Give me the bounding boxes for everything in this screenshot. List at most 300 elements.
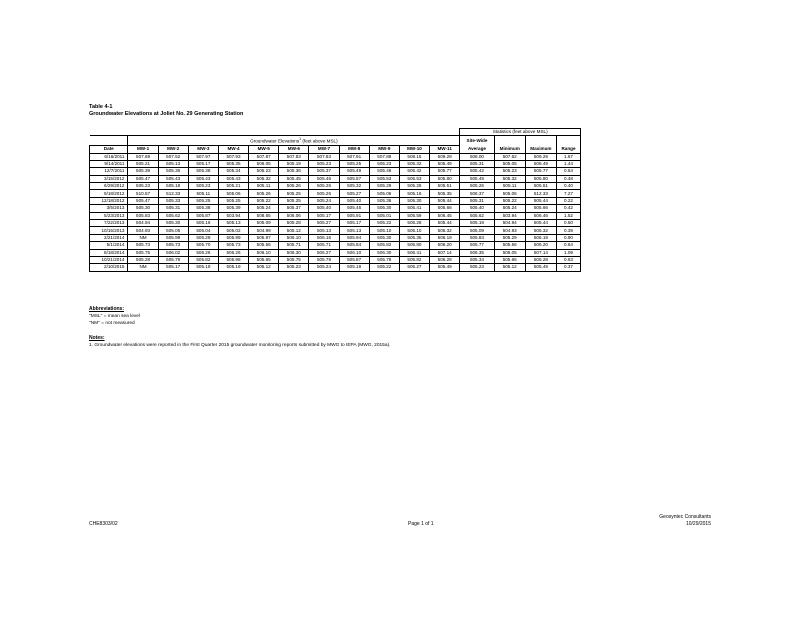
value-cell: 505.47	[128, 175, 158, 182]
value-cell: 505.75	[279, 256, 309, 263]
value-cell: 505.22	[369, 220, 399, 227]
value-cell: 506.05	[249, 160, 279, 167]
value-cell: 505.11	[188, 190, 218, 197]
value-cell: 505.30	[158, 220, 188, 227]
value-cell: 505.30	[399, 197, 429, 204]
value-cell: 0.63	[557, 256, 581, 263]
value-cell: 505.87	[188, 212, 218, 219]
value-cell: 506.26	[218, 249, 248, 256]
value-cell: 7.27	[557, 190, 581, 197]
value-cell: 505.09	[249, 220, 279, 227]
value-cell: 505.12	[279, 227, 309, 234]
value-cell: 505.17	[158, 264, 188, 271]
value-cell: 505.39	[128, 168, 158, 175]
value-cell: 505.24	[494, 205, 525, 212]
value-cell: 506.37	[460, 190, 494, 197]
value-cell: 505.36	[158, 168, 188, 175]
value-cell: 1.52	[557, 212, 581, 219]
table-number: Table 4-1	[89, 104, 113, 110]
date-cell: 10/21/2014	[90, 256, 128, 263]
value-cell: 507.14	[430, 249, 460, 256]
value-cell: 505.42	[399, 168, 429, 175]
value-cell: 512.33	[525, 190, 556, 197]
value-cell: 506.46	[525, 212, 556, 219]
value-cell: 505.80	[430, 175, 460, 182]
column-header-mw-2: MW-2	[158, 146, 188, 153]
table-row	[90, 227, 581, 234]
date-cell: 3/5/2013	[90, 205, 128, 212]
value-cell: 505.26	[249, 190, 279, 197]
table-row	[90, 234, 581, 241]
value-cell: 506.41	[399, 249, 429, 256]
value-cell: 505.79	[309, 256, 339, 263]
value-cell: 504.94	[128, 220, 158, 227]
value-cell: 505.83	[460, 234, 494, 241]
value-cell: 512.33	[158, 190, 188, 197]
date-cell: 6/16/2011	[90, 153, 128, 160]
value-cell: 505.17	[339, 220, 369, 227]
value-cell: 505.82	[188, 256, 218, 263]
value-cell: 505.84	[339, 242, 369, 249]
value-cell: 505.49	[339, 168, 369, 175]
value-cell: 505.82	[369, 242, 399, 249]
column-header-maximum: Maximum	[525, 146, 556, 153]
value-cell: 505.13	[309, 227, 339, 234]
value-cell: 505.26	[279, 183, 309, 190]
value-cell: 503.94	[494, 212, 525, 219]
value-cell: 505.87	[339, 256, 369, 263]
value-cell: 505.49	[430, 160, 460, 167]
value-cell: 506.05	[494, 249, 525, 256]
value-cell: 505.19	[218, 264, 248, 271]
value-cell: 505.49	[525, 264, 556, 271]
value-cell: 505.18	[339, 264, 369, 271]
company-name: Geosyntec Consultants	[659, 514, 711, 520]
date-cell: 12/7/2011	[90, 168, 128, 175]
value-cell: 505.73	[218, 242, 248, 249]
value-cell: 505.23	[309, 160, 339, 167]
table-body	[90, 153, 581, 271]
value-cell: 505.28	[399, 220, 429, 227]
value-cell: 505.27	[339, 190, 369, 197]
value-cell: 505.13	[339, 227, 369, 234]
value-cell: 505.79	[158, 256, 188, 263]
value-cell: 505.78	[369, 256, 399, 263]
abbreviations-heading: Abbreviations:	[89, 306, 125, 312]
table-row	[90, 197, 581, 204]
value-cell: 507.91	[339, 153, 369, 160]
value-cell: 505.80	[525, 175, 556, 182]
spacer-cell	[525, 136, 556, 146]
value-cell: 508.65	[249, 212, 279, 219]
value-cell: 506.26	[188, 249, 218, 256]
value-cell: 506.27	[309, 249, 339, 256]
value-cell: 503.94	[218, 212, 248, 219]
value-cell: 506.45	[430, 212, 460, 219]
column-header-date: Date	[90, 146, 128, 153]
value-cell: 505.26	[309, 183, 339, 190]
value-cell: 505.99	[158, 234, 188, 241]
value-cell: 504.94	[494, 220, 525, 227]
value-cell: 505.56	[249, 242, 279, 249]
value-cell: 505.31	[460, 160, 494, 167]
value-cell: 505.26	[460, 183, 494, 190]
value-cell: 505.29	[188, 234, 218, 241]
value-cell: 506.19	[430, 234, 460, 241]
groundwater-group-header	[128, 136, 460, 146]
column-header-mw-9: MW-9	[369, 146, 399, 153]
value-cell: 505.30	[369, 234, 399, 241]
value-cell: 506.10	[249, 249, 279, 256]
value-cell: 505.13	[158, 160, 188, 167]
document-date: 10/29/2015	[685, 521, 711, 527]
value-cell: 505.45	[279, 175, 309, 182]
value-cell: 505.28	[279, 220, 309, 227]
value-cell: 507.88	[369, 153, 399, 160]
value-cell: 505.31	[158, 205, 188, 212]
value-cell: 505.41	[399, 205, 429, 212]
value-cell: 505.13	[218, 220, 248, 227]
value-cell: 505.10	[399, 227, 429, 234]
value-cell: 505.01	[369, 212, 399, 219]
value-cell: 505.66	[525, 205, 556, 212]
table-row	[90, 183, 581, 190]
value-cell: 505.29	[369, 183, 399, 190]
stats-col-site-wide: Site-Wide	[460, 136, 494, 146]
value-cell: 505.19	[188, 264, 218, 271]
value-cell: 506.49	[525, 160, 556, 167]
value-cell: 505.22	[249, 197, 279, 204]
value-cell: 505.71	[279, 242, 309, 249]
value-cell: 508.00	[460, 153, 494, 160]
value-cell: 505.51	[430, 183, 460, 190]
value-cell: NM	[128, 264, 158, 271]
value-cell: 504.93	[494, 227, 525, 234]
value-cell: 506.19	[525, 234, 556, 241]
value-cell: 505.31	[460, 197, 494, 204]
value-cell: 505.42	[460, 168, 494, 175]
value-cell: 506.06	[279, 212, 309, 219]
value-cell: 505.27	[309, 220, 339, 227]
value-cell: 505.36	[369, 197, 399, 204]
value-cell: 505.19	[279, 160, 309, 167]
value-cell: 505.19	[460, 220, 494, 227]
date-cell: 9/18/2012	[90, 190, 128, 197]
value-cell: 505.38	[188, 205, 218, 212]
value-cell: 505.39	[218, 205, 248, 212]
value-cell: 505.11	[249, 183, 279, 190]
value-cell: 505.83	[128, 212, 158, 219]
table-row	[90, 153, 581, 160]
date-cell: 12/18/2012	[90, 197, 128, 204]
column-header-mw-5: MW-5	[249, 146, 279, 153]
value-cell: 505.26	[309, 190, 339, 197]
group-header-unit: (feet above MSL)	[302, 138, 338, 144]
date-cell: 5/23/2013	[90, 212, 128, 219]
value-cell: 507.69	[128, 153, 158, 160]
value-cell: 505.24	[249, 205, 279, 212]
value-cell: 506.02	[158, 249, 188, 256]
value-cell: 505.05	[494, 160, 525, 167]
value-cell: 1.67	[557, 153, 581, 160]
value-cell: 1.44	[557, 160, 581, 167]
table-row	[90, 256, 581, 263]
value-cell: 505.04	[188, 227, 218, 234]
value-cell: 505.23	[249, 168, 279, 175]
value-cell: 1.09	[557, 249, 581, 256]
value-cell: 505.24	[309, 264, 339, 271]
value-cell: 505.99	[218, 234, 248, 241]
statistics-header: Statistics (feet above MSL)	[460, 129, 581, 136]
value-cell: 505.73	[158, 242, 188, 249]
value-cell: 505.32	[339, 183, 369, 190]
value-cell: 505.40	[460, 205, 494, 212]
column-header-average: Average	[460, 146, 494, 153]
value-cell: 505.36	[279, 168, 309, 175]
value-cell: 505.65	[249, 256, 279, 263]
date-cell: 7/22/2013	[90, 220, 128, 227]
abbreviation-item: "MSL" = mean sea level	[89, 314, 140, 319]
value-cell: 506.20	[430, 242, 460, 249]
column-header-minimum: Minimum	[494, 146, 525, 153]
value-cell: 505.23	[494, 168, 525, 175]
value-cell: 505.02	[218, 227, 248, 234]
value-cell: 505.28	[399, 183, 429, 190]
value-cell: 504.93	[128, 227, 158, 234]
value-cell: 505.32	[494, 175, 525, 182]
value-cell: 505.65	[494, 256, 525, 263]
value-cell: 505.66	[430, 205, 460, 212]
value-cell: 507.62	[494, 153, 525, 160]
value-cell: 505.23	[188, 183, 218, 190]
note-item: 1. Groundwater elevations were reported in the First Quarter 2015 groundwater monitoring reports submitted by MWG to IEPA (MWG, 2015a).	[89, 343, 391, 348]
value-cell: 505.47	[128, 197, 158, 204]
value-cell: 505.44	[525, 197, 556, 204]
column-header-mw-8: MW-8	[339, 146, 369, 153]
value-cell: 0.48	[557, 175, 581, 182]
column-header-mw-1: MW-1	[128, 146, 158, 153]
value-cell: 505.94	[339, 234, 369, 241]
value-cell: 506.16	[309, 234, 339, 241]
value-cell: 507.83	[279, 153, 309, 160]
value-cell: 505.25	[279, 190, 309, 197]
value-cell: 0.54	[557, 168, 581, 175]
value-cell: 505.25	[218, 197, 248, 204]
value-cell: 505.77	[525, 168, 556, 175]
value-cell: 505.34	[218, 168, 248, 175]
value-cell: 0.37	[557, 264, 581, 271]
value-cell: 506.28	[430, 256, 460, 263]
value-cell: 505.25	[279, 197, 309, 204]
value-cell: 505.29	[494, 234, 525, 241]
table-row	[90, 205, 581, 212]
table-row	[90, 190, 581, 197]
value-cell: 505.44	[525, 220, 556, 227]
value-cell: 505.51	[525, 183, 556, 190]
value-cell: 506.30	[279, 249, 309, 256]
date-cell: 10/15/2013	[90, 227, 128, 234]
value-cell: 505.06	[369, 190, 399, 197]
value-cell: 0.64	[557, 242, 581, 249]
date-cell: 6/29/2012	[90, 183, 128, 190]
value-cell: 505.37	[309, 168, 339, 175]
value-cell: 505.16	[399, 190, 429, 197]
value-cell: NM	[128, 234, 158, 241]
value-cell: 505.43	[188, 175, 218, 182]
value-cell: 505.46	[369, 168, 399, 175]
value-cell: 505.53	[369, 175, 399, 182]
value-cell: 505.53	[399, 175, 429, 182]
table-row	[90, 168, 581, 175]
value-cell: 504.99	[249, 227, 279, 234]
column-header-mw-4: MW-4	[218, 146, 248, 153]
value-cell: 505.06	[218, 190, 248, 197]
value-cell: 505.23	[369, 160, 399, 167]
table-row	[90, 249, 581, 256]
value-cell: 505.24	[309, 197, 339, 204]
value-cell: 506.28	[525, 256, 556, 263]
value-cell: 505.97	[249, 234, 279, 241]
column-header-mw-10: MW-10	[399, 146, 429, 153]
value-cell: 505.34	[460, 256, 494, 263]
value-cell: 505.32	[249, 175, 279, 182]
value-cell: 0.90	[557, 234, 581, 241]
value-cell: 505.23	[279, 264, 309, 271]
value-cell: 506.30	[369, 249, 399, 256]
value-cell: 505.32	[525, 227, 556, 234]
value-cell: 505.17	[188, 160, 218, 167]
table-row	[90, 175, 581, 182]
value-cell: 505.77	[460, 242, 494, 249]
value-cell: 505.16	[188, 220, 218, 227]
value-cell: 505.35	[399, 234, 429, 241]
table-row	[90, 212, 581, 219]
value-cell: 505.35	[430, 190, 460, 197]
value-cell: 505.59	[399, 212, 429, 219]
value-cell: 507.52	[158, 153, 188, 160]
value-cell: 0.22	[557, 197, 581, 204]
value-cell: 505.49	[460, 175, 494, 182]
value-cell: 505.22	[369, 264, 399, 271]
value-cell: 505.91	[339, 212, 369, 219]
column-header-range: Range	[557, 146, 581, 153]
value-cell: 505.71	[309, 242, 339, 249]
value-cell: 505.43	[158, 175, 188, 182]
table-row	[90, 220, 581, 227]
value-cell: 505.70	[188, 242, 218, 249]
value-cell: 505.38	[188, 168, 218, 175]
value-cell: 505.32	[399, 160, 429, 167]
value-cell: 0.42	[557, 205, 581, 212]
spacer-cell	[557, 136, 581, 146]
date-cell: 3/15/2012	[90, 175, 128, 182]
value-cell: 505.80	[399, 242, 429, 249]
value-cell: 505.10	[369, 227, 399, 234]
value-cell: 505.45	[339, 205, 369, 212]
table-row	[90, 160, 581, 167]
value-cell: 505.40	[309, 205, 339, 212]
table-row	[90, 264, 581, 271]
value-cell: 505.25	[188, 197, 218, 204]
column-header-mw-11: MW-11	[430, 146, 460, 153]
value-cell: 505.28	[128, 256, 158, 263]
value-cell: 0.40	[557, 183, 581, 190]
value-cell: 505.43	[218, 175, 248, 182]
value-cell: 0.39	[557, 227, 581, 234]
value-cell: 505.23	[460, 264, 494, 271]
notes-heading: Notes:	[89, 335, 105, 341]
value-cell: 506.10	[339, 249, 369, 256]
date-cell: 5/1/2014	[90, 242, 128, 249]
value-cell: 509.29	[525, 153, 556, 160]
page-number: Page 1 of 1	[408, 521, 434, 527]
value-cell: 505.32	[430, 227, 460, 234]
value-cell: 505.30	[128, 205, 158, 212]
column-header-mw-3: MW-3	[188, 146, 218, 153]
value-cell: 505.12	[494, 264, 525, 271]
value-cell: 509.29	[430, 153, 460, 160]
value-cell: 505.44	[430, 197, 460, 204]
value-cell: 505.44	[430, 220, 460, 227]
value-cell: 506.10	[279, 234, 309, 241]
date-cell: 2/10/2015	[90, 264, 128, 271]
value-cell: 507.83	[309, 153, 339, 160]
value-cell: 505.62	[158, 212, 188, 219]
date-cell: 2/21/2014	[90, 234, 128, 241]
table-title	[89, 111, 243, 117]
date-cell: 9/14/2011	[90, 160, 128, 167]
value-cell: 510.57	[128, 190, 158, 197]
value-cell: 505.18	[158, 183, 188, 190]
value-cell: 505.25	[339, 160, 369, 167]
value-cell: 505.21	[128, 160, 158, 167]
value-cell: 508.15	[399, 153, 429, 160]
date-cell: 8/18/2014	[90, 249, 128, 256]
value-cell: 505.62	[460, 212, 494, 219]
value-cell: 505.12	[249, 264, 279, 271]
value-cell: 506.20	[525, 242, 556, 249]
spacer-cell	[90, 136, 128, 146]
value-cell: 505.33	[158, 197, 188, 204]
value-cell: 505.23	[128, 183, 158, 190]
value-cell: 505.37	[279, 205, 309, 212]
groundwater-elevations-table	[89, 128, 581, 272]
value-cell: 505.46	[309, 175, 339, 182]
value-cell: 505.35	[218, 160, 248, 167]
value-cell: 507.97	[188, 153, 218, 160]
value-cell: 506.35	[460, 249, 494, 256]
value-cell: 507.87	[249, 153, 279, 160]
value-cell: 507.93	[218, 153, 248, 160]
column-header-mw-7: MW-7	[309, 146, 339, 153]
value-cell: 507.14	[525, 249, 556, 256]
value-cell: 505.75	[128, 249, 158, 256]
value-cell: 505.21	[218, 183, 248, 190]
value-cell: 505.27	[399, 264, 429, 271]
value-cell: 505.05	[158, 227, 188, 234]
value-cell: 505.09	[460, 227, 494, 234]
value-cell: 505.77	[430, 168, 460, 175]
group-header-text: Groundwater Elevations	[250, 138, 300, 144]
value-cell: 505.98	[218, 256, 248, 263]
spacer-cell	[494, 136, 525, 146]
value-cell: 505.17	[309, 212, 339, 219]
value-cell: 505.82	[399, 256, 429, 263]
table-title-text: Groundwater Elevations at Joliet No. 29 Generating Station	[89, 111, 244, 117]
value-cell: 505.57	[339, 175, 369, 182]
spacer-cell	[90, 129, 460, 136]
value-cell: 505.22	[494, 197, 525, 204]
